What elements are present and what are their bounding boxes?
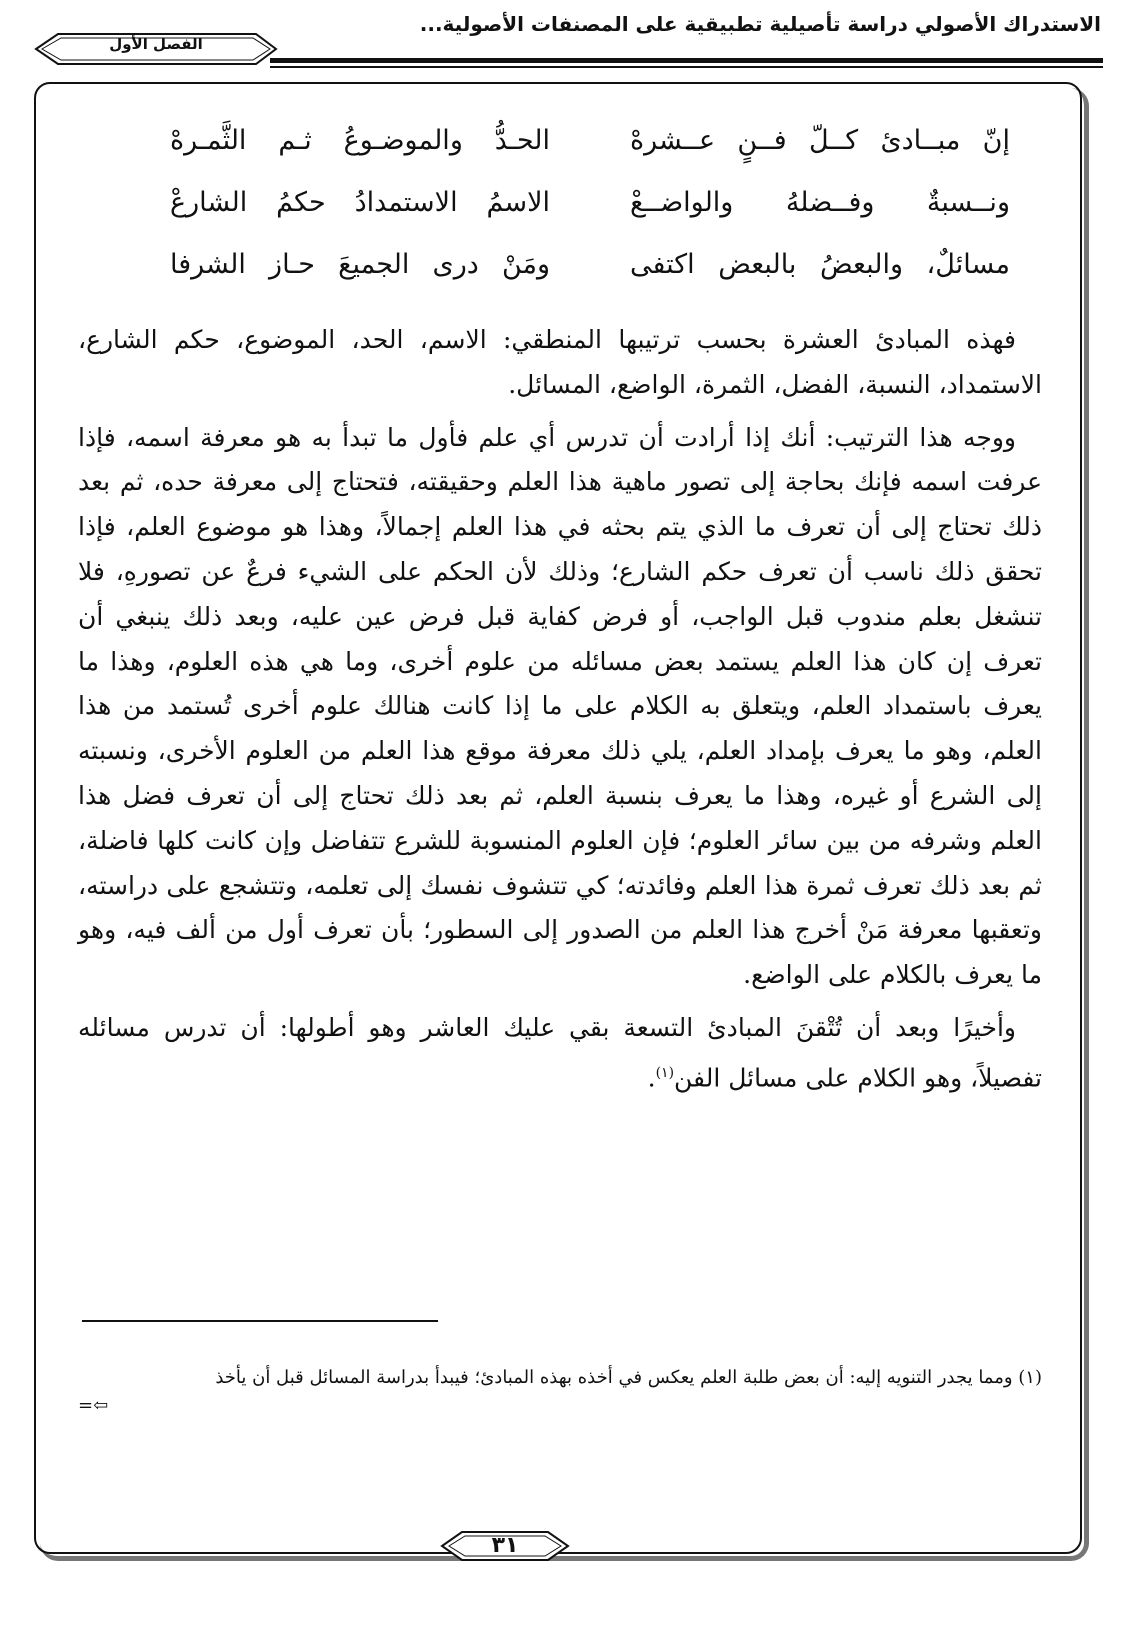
footnote (78, 1364, 1042, 1420)
paragraph-order: فهذه المبادئ العشرة بحسب ترتيبها المنطقي: الاسم، الحد، الموضوع، حكم الشارع، الاستمداد، النسبة، الفضل، الثمرة، الواضع، المسائل. (78, 325, 1042, 399)
verse-second-hemistich: الحـدُّ والموضـوعُ ثـم الثَّمـرهْ (170, 125, 550, 156)
footnote-text: (١) ومما يجدر التنويه إليه: أن بعض طلبة العلم يعكس في أخذه بهذه المبادئ؛ فيبدأ بدراسة المسائل قبل أن يأخذ (215, 1367, 1042, 1388)
header-rule-thin (270, 66, 1103, 68)
paragraph-conclusion: وأخيرًا وبعد أن تُتْقنَ المبادئ التسعة بقي عليك العاشر وهو أطولها: أن تدرس مسائله تفصيلاً، وهو الكلام على مسائل الفن$^{(١)}$. (78, 1012, 1042, 1093)
verse-second-hemistich: الاسمُ الاستمدادُ حكمُ الشارعْ (170, 187, 550, 218)
verse-row (110, 187, 1010, 249)
verse-second-hemistich: ومَنْ درى الجميعَ حـاز الشرفا (170, 249, 550, 280)
chapter-tab (34, 30, 278, 68)
verse-row (110, 249, 1010, 311)
footnote-continuation-mark: ⇦= (78, 1395, 109, 1416)
verse-first-hemistich: مسائلٌ، والبعضُ بالبعض اكتفى (630, 249, 1010, 280)
paragraph-reasoning: ووجه هذا الترتيب: أنك إذا أرادت أن تدرس أي علم فأول ما تبدأ به هو معرفة اسمه، فإذا عرفت اسمه فإنك بحاجة إلى تصور ماهية هذا العلم وحقيقته، فتحتاج إلى معرفة حده، ثم بعد ذلك تحتاج إلى أن تعرف ما الذي يتم بحثه في هذا العلم إجمالاً، وهذا هو موضوع العلم، فإذا تحقق ذلك ناسب أن تعرف حكم الشارع؛ وذلك لأن الحكم على الشيء فرعٌ عن تصورهِ، فلا تنشغل بعلم مندوب قبل الواجب، أو فرض كفاية قبل فرض عين عليه، وبعد ذلك ينبغي أن تعرف إن كان هذا العلم يستمد بعض مسائله من علوم أخرى، وما هي هذه العلوم، وهذا ما يعرف باستمداد العلم، ويتعلق به الكلام على ما إذا كانت هنالك علوم أخرى تُستمد من هذا العلم، وهو ما يعرف بإمداد العلم، يلي ذلك معرفة موقع هذا العلم من العلوم الأخرى، ونسبته إلى الشرع أو غيره، وهذا ما يعرف بنسبة العلم، ثم بعد ذلك تحتاج إلى أن تعرف فضل هذا العلم وشرفه من بين سائر العلوم؛ فإن العلوم المنسوبة للشرع تتفاضل وإن كانت كلها فاضلة، ثم بعد ذلك تعرف ثمرة هذا العلم وفائدته؛ كي تتشوف نفسك إلى تعلمه، وتتشجع على دراسته، وتعقبها معرفة مَنْ أخرج هذا العلم من الصدور إلى السطور؛ بأن تعرف أول من ألف فيه، وهو ما يعرف بالكلام على الواضع. (78, 422, 1042, 990)
verse-first-hemistich: إنّ مبــادئ كــلّ فــنٍ عــشرهْ (630, 125, 1010, 156)
page-number-badge (440, 1528, 570, 1564)
verse-first-hemistich: ونــسبةٌ وفــضلهُ والواضــعْ (630, 187, 1010, 218)
verse-row (110, 125, 1010, 187)
paragraph-conclusion-text: وأخيرًا وبعد أن تُتْقنَ المبادئ التسعة بقي عليك العاشر وهو أطولها: أن تدرس مسائله تفصيلاً، وهو الكلام على مسائل الفن (78, 1012, 1042, 1093)
page-number: ٣١ (491, 1533, 519, 1558)
chapter-label: الفصل الأول (109, 35, 203, 53)
body-text (78, 318, 1042, 1109)
book-title: الاستدراك الأصولي دراسة تأصيلية تطبيقية على المصنفات الأصولية... (419, 12, 1101, 36)
header-rule (270, 58, 1103, 63)
footnote-reference: (١) (655, 1064, 675, 1081)
footnote-separator (82, 1320, 438, 1322)
poem-verses (110, 125, 1010, 311)
